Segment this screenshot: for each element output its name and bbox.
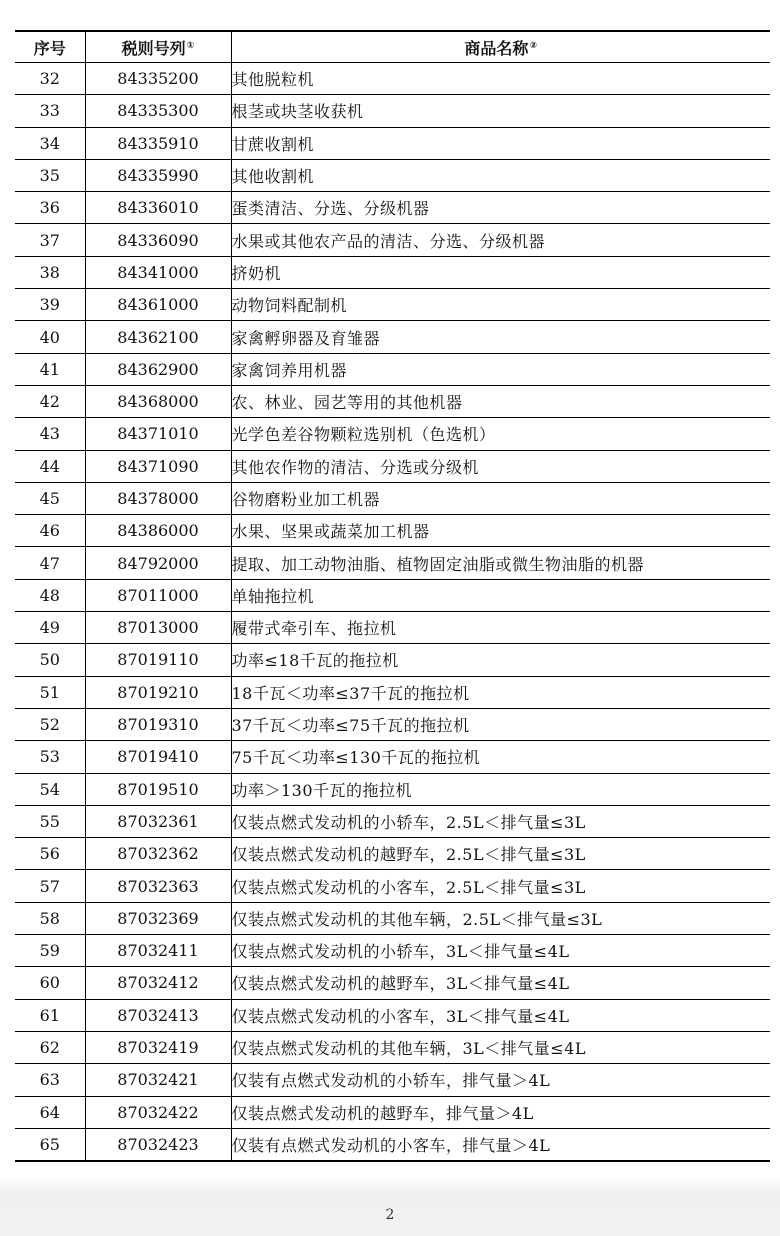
tariff-table — [15, 30, 770, 1162]
table-row — [15, 95, 770, 127]
serial-number-cell: 59 — [15, 935, 85, 967]
table-row — [15, 838, 770, 870]
product-name-cell: 挤奶机 — [231, 256, 770, 288]
serial-number-cell: 47 — [15, 547, 85, 579]
table-row — [15, 935, 770, 967]
serial-number-cell: 39 — [15, 289, 85, 321]
tariff-code-cell: 84335990 — [85, 159, 231, 191]
table-row — [15, 289, 770, 321]
tariff-code-cell: 87019110 — [85, 644, 231, 676]
serial-number-cell: 36 — [15, 192, 85, 224]
table-row — [15, 676, 770, 708]
tariff-code-cell: 84378000 — [85, 482, 231, 514]
serial-number-cell: 48 — [15, 579, 85, 611]
serial-number-cell: 56 — [15, 838, 85, 870]
table-row — [15, 773, 770, 805]
header-product-name: 商品名称② — [231, 31, 770, 63]
table-row — [15, 1128, 770, 1161]
serial-number-cell: 33 — [15, 95, 85, 127]
table-row — [15, 353, 770, 385]
tariff-code-cell: 87032412 — [85, 967, 231, 999]
serial-number-cell: 58 — [15, 902, 85, 934]
table-body — [15, 63, 770, 1162]
serial-number-cell: 64 — [15, 1096, 85, 1128]
serial-number-cell: 45 — [15, 482, 85, 514]
product-name-cell: 仅装点燃式发动机的小客车，3L＜排气量≤4L — [231, 999, 770, 1031]
serial-number-cell: 42 — [15, 385, 85, 417]
tariff-code-cell: 87011000 — [85, 579, 231, 611]
table-row — [15, 482, 770, 514]
product-name-cell: 其他脱粒机 — [231, 63, 770, 95]
tariff-code-cell: 84362100 — [85, 321, 231, 353]
tariff-code-cell: 84335200 — [85, 63, 231, 95]
product-name-cell: 37千瓦＜功率≤75千瓦的拖拉机 — [231, 708, 770, 740]
serial-number-cell: 55 — [15, 805, 85, 837]
tariff-code-cell: 87032422 — [85, 1096, 231, 1128]
table-row — [15, 1031, 770, 1063]
serial-number-cell: 51 — [15, 676, 85, 708]
tariff-code-cell: 87032363 — [85, 870, 231, 902]
serial-number-cell: 54 — [15, 773, 85, 805]
table-row — [15, 515, 770, 547]
table-row — [15, 127, 770, 159]
product-name-cell: 履带式牵引车、拖拉机 — [231, 612, 770, 644]
tariff-code-cell: 84335910 — [85, 127, 231, 159]
product-name-cell: 仅装点燃式发动机的其他车辆，3L＜排气量≤4L — [231, 1031, 770, 1063]
tariff-code-cell: 84368000 — [85, 385, 231, 417]
tariff-code-cell: 84336010 — [85, 192, 231, 224]
product-name-cell: 甘蔗收割机 — [231, 127, 770, 159]
tariff-code-cell: 84371090 — [85, 450, 231, 482]
serial-number-cell: 50 — [15, 644, 85, 676]
serial-number-cell: 61 — [15, 999, 85, 1031]
tariff-code-cell: 84386000 — [85, 515, 231, 547]
product-name-cell: 水果、坚果或蔬菜加工机器 — [231, 515, 770, 547]
tariff-code-cell: 87019510 — [85, 773, 231, 805]
product-name-cell: 仅装点燃式发动机的越野车，排气量＞4L — [231, 1096, 770, 1128]
product-name-cell: 仅装点燃式发动机的其他车辆，2.5L＜排气量≤3L — [231, 902, 770, 934]
product-name-cell: 其他农作物的清洁、分选或分级机 — [231, 450, 770, 482]
product-name-cell: 提取、加工动物油脂、植物固定油脂或微生物油脂的机器 — [231, 547, 770, 579]
product-name-cell: 家禽饲养用机器 — [231, 353, 770, 385]
tariff-code-cell: 87019310 — [85, 708, 231, 740]
table-row — [15, 192, 770, 224]
table-row — [15, 224, 770, 256]
product-name-cell: 仅装点燃式发动机的越野车，3L＜排气量≤4L — [231, 967, 770, 999]
table-row — [15, 644, 770, 676]
table-row — [15, 63, 770, 95]
product-name-cell: 仅装点燃式发动机的越野车，2.5L＜排气量≤3L — [231, 838, 770, 870]
tariff-code-cell: 87019210 — [85, 676, 231, 708]
table-row — [15, 159, 770, 191]
tariff-code-cell: 84371010 — [85, 418, 231, 450]
product-name-cell: 单轴拖拉机 — [231, 579, 770, 611]
tariff-code-cell: 87032413 — [85, 999, 231, 1031]
table-row — [15, 967, 770, 999]
tariff-code-cell: 84792000 — [85, 547, 231, 579]
product-name-cell: 功率≤18千瓦的拖拉机 — [231, 644, 770, 676]
serial-number-cell: 41 — [15, 353, 85, 385]
table-row — [15, 999, 770, 1031]
serial-number-cell: 44 — [15, 450, 85, 482]
product-name-cell: 蛋类清洁、分选、分级机器 — [231, 192, 770, 224]
table-row — [15, 450, 770, 482]
header-row — [15, 31, 770, 63]
product-name-cell: 18千瓦＜功率≤37千瓦的拖拉机 — [231, 676, 770, 708]
serial-number-cell: 43 — [15, 418, 85, 450]
serial-number-cell: 38 — [15, 256, 85, 288]
page-number: 2 — [385, 1207, 395, 1223]
table-row — [15, 385, 770, 417]
table-row — [15, 256, 770, 288]
serial-number-cell: 62 — [15, 1031, 85, 1063]
tariff-code-cell: 84341000 — [85, 256, 231, 288]
header-serial-number: 序号 — [15, 31, 85, 63]
serial-number-cell: 57 — [15, 870, 85, 902]
tariff-code-cell: 87013000 — [85, 612, 231, 644]
tariff-code-cell: 87019410 — [85, 741, 231, 773]
serial-number-cell: 34 — [15, 127, 85, 159]
serial-number-cell: 37 — [15, 224, 85, 256]
serial-number-cell: 53 — [15, 741, 85, 773]
serial-number-cell: 49 — [15, 612, 85, 644]
tariff-code-cell: 84361000 — [85, 289, 231, 321]
table-row — [15, 902, 770, 934]
tariff-code-cell: 87032362 — [85, 838, 231, 870]
serial-number-cell: 65 — [15, 1128, 85, 1161]
product-name-cell: 动物饲料配制机 — [231, 289, 770, 321]
product-name-cell: 仅装点燃式发动机的小客车，2.5L＜排气量≤3L — [231, 870, 770, 902]
table-row — [15, 805, 770, 837]
tariff-code-cell: 87032369 — [85, 902, 231, 934]
product-name-cell: 仅装点燃式发动机的小轿车，2.5L＜排气量≤3L — [231, 805, 770, 837]
serial-number-cell: 32 — [15, 63, 85, 95]
product-name-cell: 75千瓦＜功率≤130千瓦的拖拉机 — [231, 741, 770, 773]
table-row — [15, 741, 770, 773]
footnote-mark: ① — [186, 40, 195, 51]
product-name-cell: 光学色差谷物颗粒选别机（色选机） — [231, 418, 770, 450]
table-row — [15, 321, 770, 353]
table-row — [15, 708, 770, 740]
header-tariff-code: 税则号列① — [85, 31, 231, 63]
table-row — [15, 870, 770, 902]
product-name-cell: 仅装有点燃式发动机的小客车，排气量＞4L — [231, 1128, 770, 1161]
table-row — [15, 418, 770, 450]
tariff-code-cell: 87032419 — [85, 1031, 231, 1063]
table-row — [15, 1064, 770, 1096]
product-name-cell: 功率＞130千瓦的拖拉机 — [231, 773, 770, 805]
tariff-code-cell: 87032423 — [85, 1128, 231, 1161]
serial-number-cell: 46 — [15, 515, 85, 547]
tariff-code-cell: 87032361 — [85, 805, 231, 837]
tariff-code-cell: 84335300 — [85, 95, 231, 127]
page-gap — [0, 1175, 780, 1236]
table-header — [15, 31, 770, 63]
table-row — [15, 612, 770, 644]
tariff-code-cell: 87032421 — [85, 1064, 231, 1096]
serial-number-cell: 40 — [15, 321, 85, 353]
product-name-cell: 根茎或块茎收获机 — [231, 95, 770, 127]
product-name-cell: 仅装点燃式发动机的小轿车，3L＜排气量≤4L — [231, 935, 770, 967]
product-name-cell: 农、林业、园艺等用的其他机器 — [231, 385, 770, 417]
serial-number-cell: 52 — [15, 708, 85, 740]
table-row — [15, 1096, 770, 1128]
product-name-cell: 其他收割机 — [231, 159, 770, 191]
serial-number-cell: 35 — [15, 159, 85, 191]
product-name-cell: 谷物磨粉业加工机器 — [231, 482, 770, 514]
serial-number-cell: 63 — [15, 1064, 85, 1096]
table-row — [15, 579, 770, 611]
product-name-cell: 水果或其他农产品的清洁、分选、分级机器 — [231, 224, 770, 256]
product-name-cell: 仅装有点燃式发动机的小轿车，排气量＞4L — [231, 1064, 770, 1096]
table-row — [15, 547, 770, 579]
tariff-code-cell: 87032411 — [85, 935, 231, 967]
product-name-cell: 家禽孵卵器及育雏器 — [231, 321, 770, 353]
tariff-code-cell: 84336090 — [85, 224, 231, 256]
footnote-mark: ② — [529, 40, 538, 51]
serial-number-cell: 60 — [15, 967, 85, 999]
tariff-code-cell: 84362900 — [85, 353, 231, 385]
